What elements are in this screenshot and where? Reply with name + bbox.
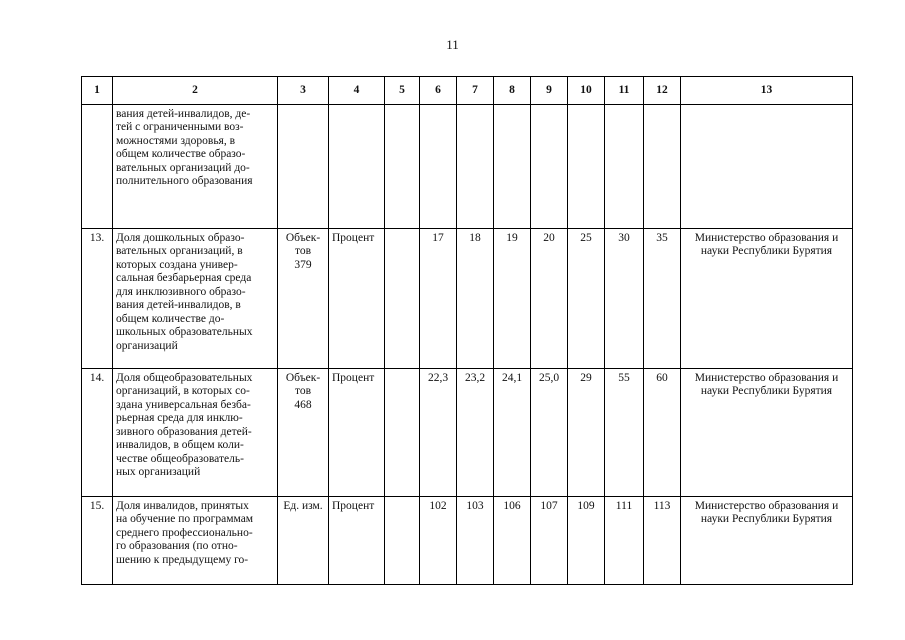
indicator-name: вания детей-инвалидов, де- тей с ограниченными воз- можностями здоровья, в общем количестве образо- вательных организаций до- полнительного образования xyxy=(113,104,278,228)
header-cell: 6 xyxy=(420,77,457,105)
column-5-cell xyxy=(385,368,420,496)
header-cell: 7 xyxy=(457,77,494,105)
value-cell xyxy=(644,104,681,228)
unit-cell: Объек- тов 379 xyxy=(278,228,329,368)
value-cell: 103 xyxy=(457,496,494,584)
value-cell: 24,1 xyxy=(494,368,531,496)
column-5-cell xyxy=(385,104,420,228)
type-cell: Процент xyxy=(329,228,385,368)
type-cell xyxy=(329,104,385,228)
value-cell xyxy=(531,104,568,228)
header-cell: 5 xyxy=(385,77,420,105)
header-cell: 11 xyxy=(605,77,644,105)
header-cell: 8 xyxy=(494,77,531,105)
header-cell: 12 xyxy=(644,77,681,105)
header-cell: 4 xyxy=(329,77,385,105)
unit-cell: Объек- тов 468 xyxy=(278,368,329,496)
table-row xyxy=(82,496,853,584)
table-row xyxy=(82,104,853,228)
indicator-name: Доля общеобразовательных организаций, в которых со- здана универсальная безба- рьерная среда для инклю- зивного образования детей- инвалидов, в общем коли- честве общеобразователь- ных организаций xyxy=(113,368,278,496)
value-cell xyxy=(457,104,494,228)
indicator-name: Доля дошкольных образо- вательных организаций, в которых создана универ- сальная безбарьерная среда для инклюзивного образо- вания детей-инвалидов, в общем количестве до- школьных образовательных организаций xyxy=(113,228,278,368)
responsible-cell xyxy=(681,104,853,228)
header-cell: 13 xyxy=(681,77,853,105)
value-cell: 30 xyxy=(605,228,644,368)
value-cell xyxy=(568,104,605,228)
responsible-cell: Министерство образования и науки Республики Бурятия xyxy=(681,496,853,584)
header-cell: 1 xyxy=(82,77,113,105)
responsible-cell: Министерство образования и науки Республики Бурятия xyxy=(681,228,853,368)
column-5-cell xyxy=(385,496,420,584)
value-cell xyxy=(494,104,531,228)
row-number: 14. xyxy=(82,368,113,496)
value-cell: 20 xyxy=(531,228,568,368)
value-cell: 107 xyxy=(531,496,568,584)
unit-cell: Ед. изм. xyxy=(278,496,329,584)
value-cell: 29 xyxy=(568,368,605,496)
header-cell: 2 xyxy=(113,77,278,105)
header-cell: 10 xyxy=(568,77,605,105)
indicators-table xyxy=(81,76,853,585)
column-5-cell xyxy=(385,228,420,368)
value-cell: 19 xyxy=(494,228,531,368)
header-cell: 9 xyxy=(531,77,568,105)
value-cell: 60 xyxy=(644,368,681,496)
value-cell: 111 xyxy=(605,496,644,584)
value-cell: 109 xyxy=(568,496,605,584)
value-cell: 106 xyxy=(494,496,531,584)
value-cell xyxy=(605,104,644,228)
value-cell: 23,2 xyxy=(457,368,494,496)
value-cell: 35 xyxy=(644,228,681,368)
type-cell: Процент xyxy=(329,496,385,584)
row-number: 13. xyxy=(82,228,113,368)
table-row xyxy=(82,228,853,368)
value-cell: 113 xyxy=(644,496,681,584)
table-row xyxy=(82,368,853,496)
header-cell: 3 xyxy=(278,77,329,105)
value-cell: 22,3 xyxy=(420,368,457,496)
row-number: 15. xyxy=(82,496,113,584)
header-row xyxy=(82,77,853,105)
unit-cell xyxy=(278,104,329,228)
page-number: 11 xyxy=(446,37,459,52)
value-cell: 17 xyxy=(420,228,457,368)
value-cell: 102 xyxy=(420,496,457,584)
value-cell: 25,0 xyxy=(531,368,568,496)
value-cell: 18 xyxy=(457,228,494,368)
responsible-cell: Министерство образования и науки Республики Бурятия xyxy=(681,368,853,496)
value-cell xyxy=(420,104,457,228)
value-cell: 25 xyxy=(568,228,605,368)
indicator-name: Доля инвалидов, принятых на обучение по программам среднего профессионально- го образования (по отно- шению к предыдущему го- xyxy=(113,496,278,584)
row-number xyxy=(82,104,113,228)
value-cell: 55 xyxy=(605,368,644,496)
type-cell: Процент xyxy=(329,368,385,496)
